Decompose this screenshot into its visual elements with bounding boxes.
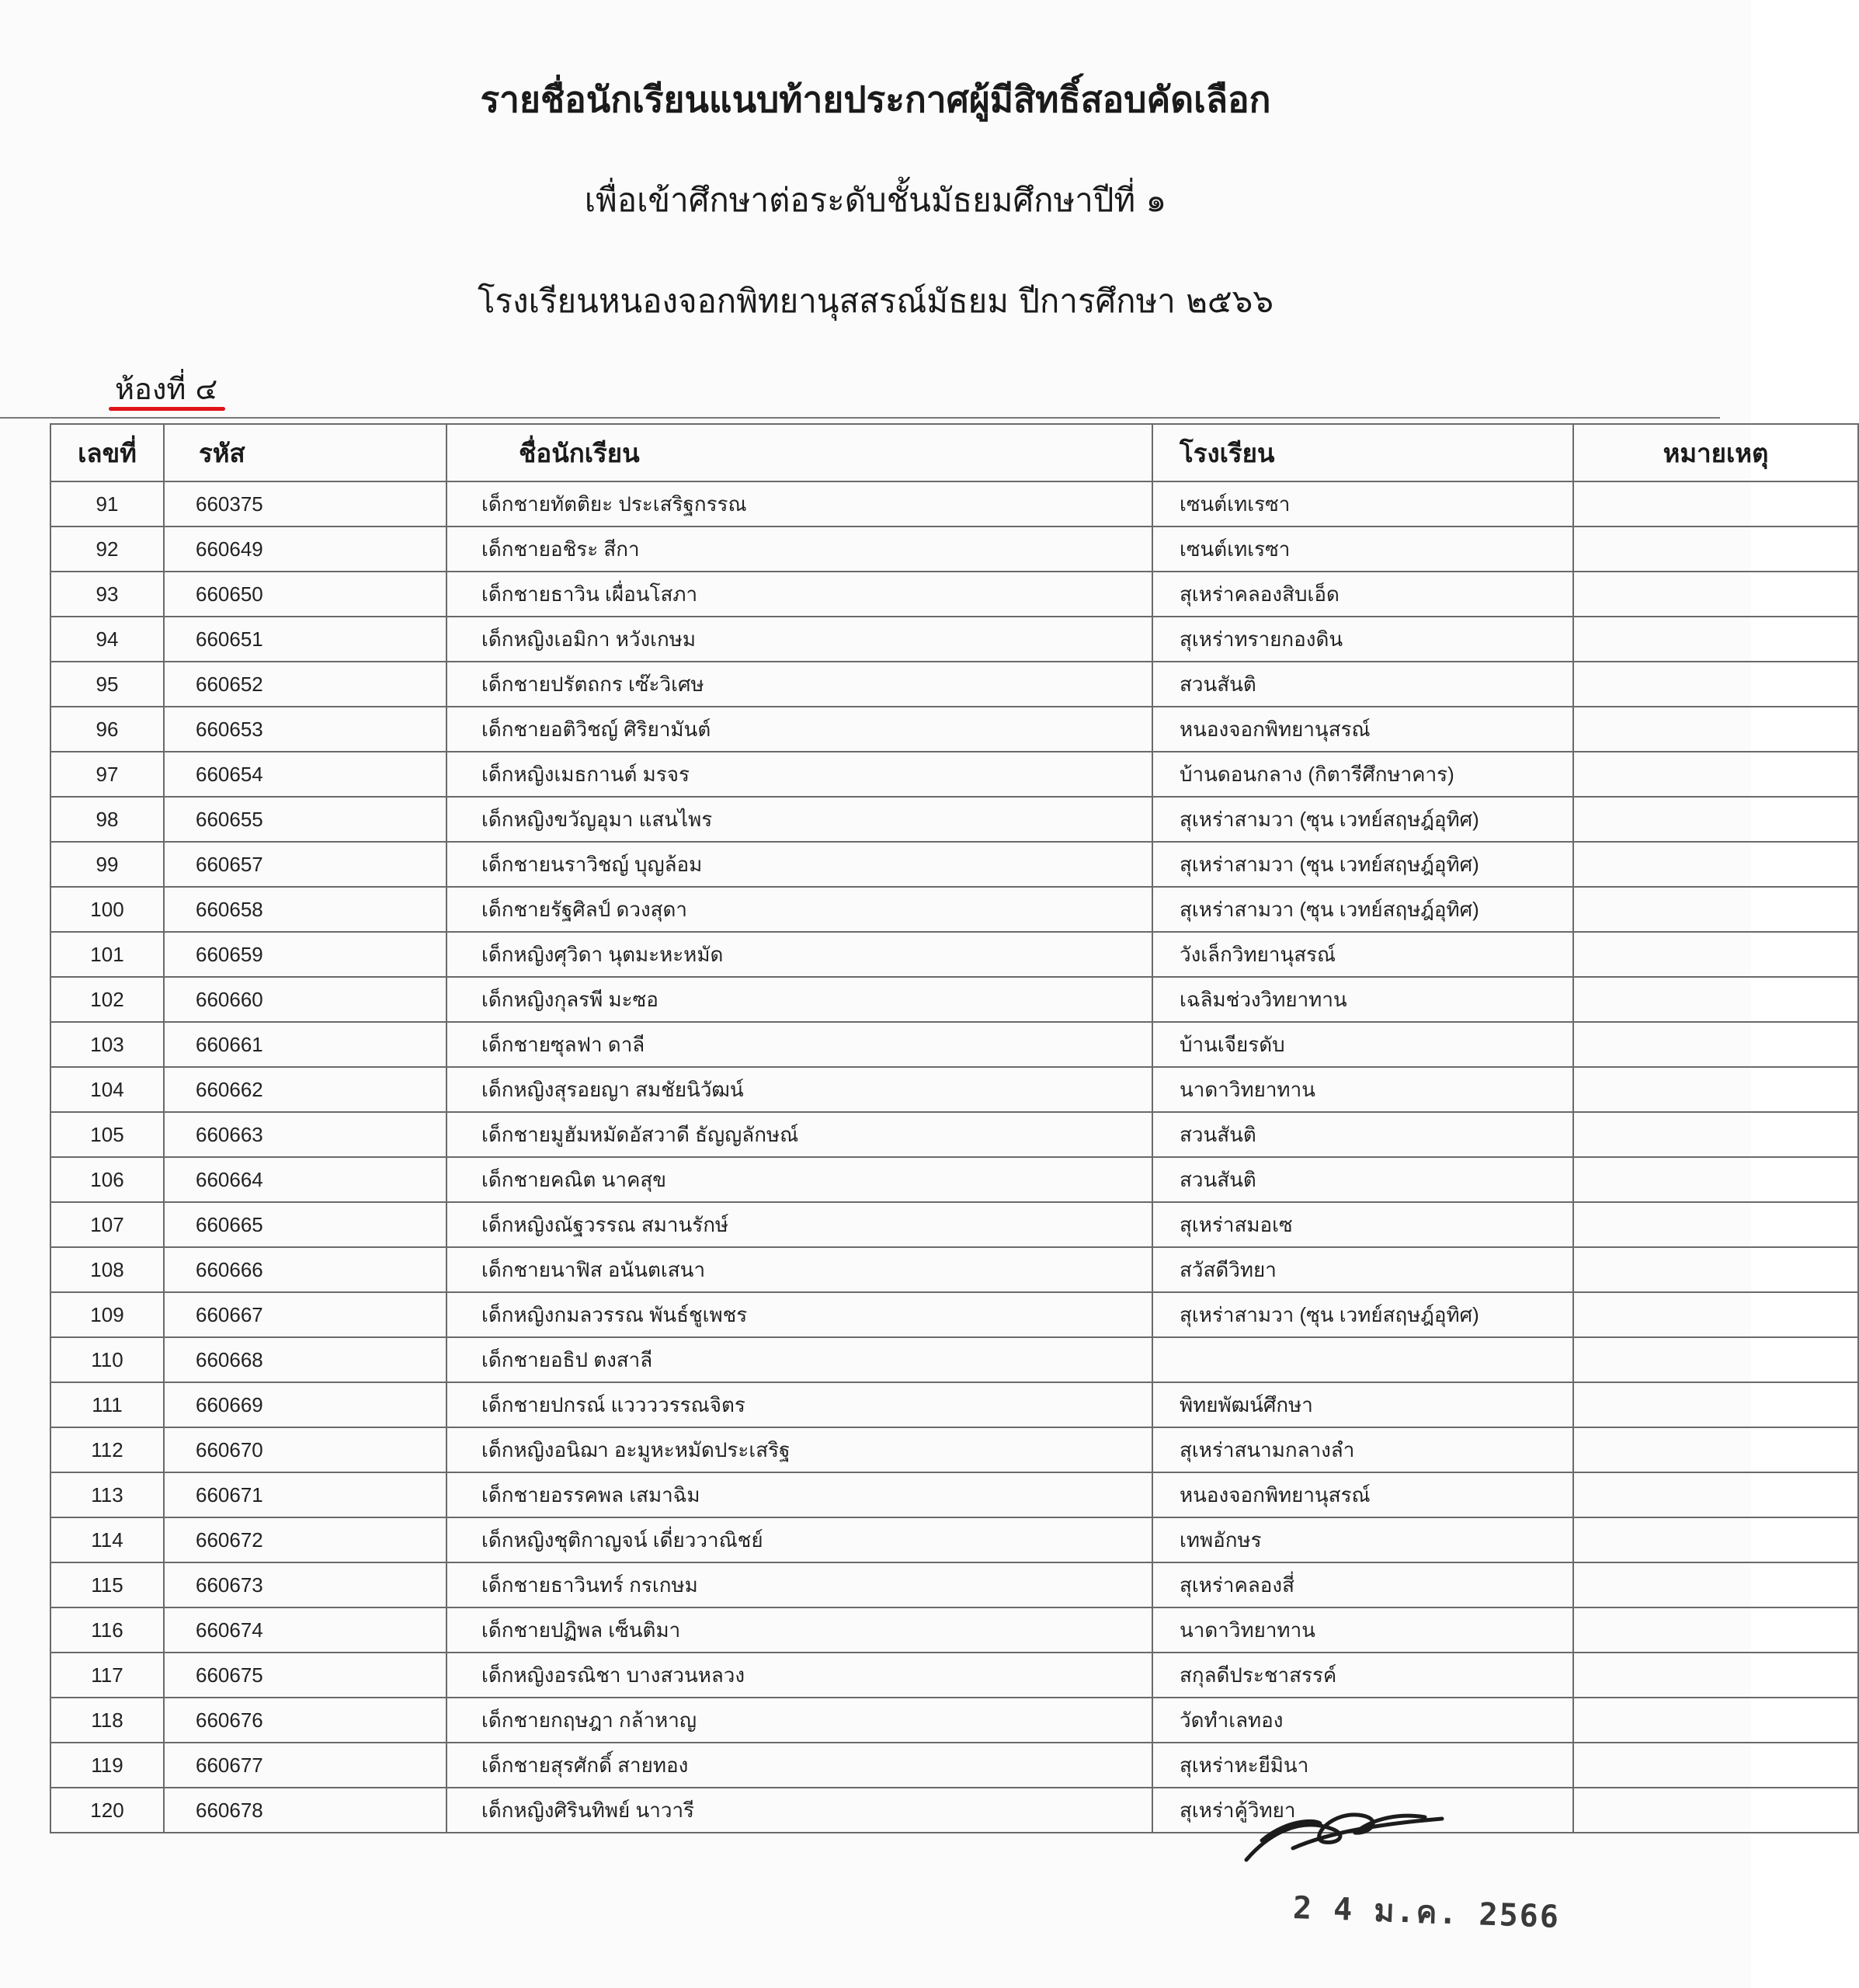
cell-school: เฉลิมช่วงวิทยาทาน <box>1152 977 1573 1022</box>
table-body <box>50 481 1858 1833</box>
cell-student-id: 660666 <box>164 1247 447 1292</box>
signature-mark <box>1239 1786 1448 1872</box>
table-row <box>50 572 1858 617</box>
cell-school: สุเหร่าสนามกลางลำ <box>1152 1427 1573 1472</box>
document-school-year: โรงเรียนหนองจอกพิทยานุสสรณ์มัธยม ปีการศึกษา ๒๕๖๖ <box>477 282 1274 320</box>
cell-note <box>1573 1382 1858 1427</box>
table-row <box>50 1788 1858 1833</box>
red-underline-annotation <box>109 407 225 411</box>
cell-student-name: เด็กหญิงอนิฌา อะมูหะหมัดประเสริฐ <box>447 1427 1152 1472</box>
cell-student-name: เด็กชายคณิต นาคสุข <box>447 1157 1152 1202</box>
cell-no: 93 <box>50 572 164 617</box>
cell-no: 113 <box>50 1472 164 1517</box>
cell-student-name: เด็กชายอธิป ตงสาลี <box>447 1337 1152 1382</box>
cell-note <box>1573 1743 1858 1788</box>
table-row <box>50 617 1858 662</box>
table-row <box>50 1472 1858 1517</box>
cell-student-id: 660661 <box>164 1022 447 1067</box>
cell-student-id: 660651 <box>164 617 447 662</box>
cell-note <box>1573 1788 1858 1833</box>
column-header-id: รหัส <box>164 424 447 481</box>
cell-no: 111 <box>50 1382 164 1427</box>
column-header-name: ชื่อนักเรียน <box>447 424 1152 481</box>
cell-no: 99 <box>50 842 164 887</box>
cell-no: 106 <box>50 1157 164 1202</box>
column-header-no: เลขที่ <box>50 424 164 481</box>
table-row <box>50 1292 1858 1337</box>
cell-no: 110 <box>50 1337 164 1382</box>
cell-student-name: เด็กหญิงณัฐวรรณ สมานรักษ์ <box>447 1202 1152 1247</box>
cell-student-name: เด็กชายนาฟิส อนันตเสนา <box>447 1247 1152 1292</box>
table-row <box>50 481 1858 527</box>
cell-student-name: เด็กชายอติวิชญ์ ศิริยามันต์ <box>447 707 1152 752</box>
table-row <box>50 797 1858 842</box>
cell-note <box>1573 1653 1858 1698</box>
cell-student-id: 660649 <box>164 527 447 572</box>
cell-student-name: เด็กหญิงกมลวรรณ พันธ์ชูเพชร <box>447 1292 1152 1337</box>
student-roster-table <box>50 423 1859 1833</box>
cell-student-id: 660675 <box>164 1653 447 1698</box>
cell-student-name: เด็กหญิงเอมิกา หวังเกษม <box>447 617 1152 662</box>
cell-school: วังเล็กวิทยานุสรณ์ <box>1152 932 1573 977</box>
cell-note <box>1573 1157 1858 1202</box>
cell-school: สวนสันติ <box>1152 1112 1573 1157</box>
cell-note <box>1573 932 1858 977</box>
cell-school: วัดทำเลทอง <box>1152 1698 1573 1743</box>
cell-no: 98 <box>50 797 164 842</box>
column-header-school: โรงเรียน <box>1152 424 1573 481</box>
column-header-note: หมายเหตุ <box>1573 424 1858 481</box>
table-row <box>50 887 1858 932</box>
cell-school: สุเหร่าคลองสี่ <box>1152 1562 1573 1607</box>
table-row <box>50 1157 1858 1202</box>
cell-school: สุเหร่าคลองสิบเอ็ด <box>1152 572 1573 617</box>
cell-no: 100 <box>50 887 164 932</box>
table-row <box>50 1562 1858 1607</box>
cell-note <box>1573 1698 1858 1743</box>
table-row <box>50 1382 1858 1427</box>
cell-school: หนองจอกพิทยานุสรณ์ <box>1152 707 1573 752</box>
table-row <box>50 1427 1858 1472</box>
cell-student-id: 660660 <box>164 977 447 1022</box>
table-row <box>50 1517 1858 1562</box>
cell-student-id: 660658 <box>164 887 447 932</box>
cell-student-id: 660669 <box>164 1382 447 1427</box>
cell-note <box>1573 752 1858 797</box>
cell-student-id: 660667 <box>164 1292 447 1337</box>
table-row <box>50 1337 1858 1382</box>
cell-no: 115 <box>50 1562 164 1607</box>
cell-note <box>1573 1472 1858 1517</box>
cell-school: สวนสันติ <box>1152 662 1573 707</box>
cell-school: หนองจอกพิทยานุสรณ์ <box>1152 1472 1573 1517</box>
cell-note <box>1573 887 1858 932</box>
cell-note <box>1573 1337 1858 1382</box>
cell-no: 108 <box>50 1247 164 1292</box>
table-row <box>50 977 1858 1022</box>
cell-student-id: 660670 <box>164 1427 447 1472</box>
cell-note <box>1573 977 1858 1022</box>
cell-student-name: เด็กชายกฤษฎา กล้าหาญ <box>447 1698 1152 1743</box>
cell-student-id: 660375 <box>164 481 447 527</box>
cell-note <box>1573 1292 1858 1337</box>
date-stamp: 2 4 ม.ค. 2566 <box>1292 1890 1561 1935</box>
cell-note <box>1573 1022 1858 1067</box>
cell-no: 117 <box>50 1653 164 1698</box>
cell-student-id: 660653 <box>164 707 447 752</box>
cell-note <box>1573 1427 1858 1472</box>
cell-school: สุเหร่าหะยีมินา <box>1152 1743 1573 1788</box>
cell-school <box>1152 1337 1573 1382</box>
cell-note <box>1573 797 1858 842</box>
cell-note <box>1573 1517 1858 1562</box>
table-row <box>50 1607 1858 1653</box>
cell-no: 102 <box>50 977 164 1022</box>
cell-student-name: เด็กหญิงศุวิดา นุตมะหะหมัด <box>447 932 1152 977</box>
cell-note <box>1573 707 1858 752</box>
cell-school: สวัสดีวิทยา <box>1152 1247 1573 1292</box>
cell-no: 94 <box>50 617 164 662</box>
cell-student-name: เด็กชายธาวินทร์ กรเกษม <box>447 1562 1152 1607</box>
cell-student-name: เด็กหญิงขวัญอุมา แสนไพร <box>447 797 1152 842</box>
cell-student-id: 660662 <box>164 1067 447 1112</box>
cell-no: 101 <box>50 932 164 977</box>
cell-student-name: เด็กชายมูฮัมหมัดอัสวาดี ธัญญลักษณ์ <box>447 1112 1152 1157</box>
cell-student-name: เด็กหญิงอรณิชา บางสวนหลวง <box>447 1653 1152 1698</box>
cell-student-id: 660665 <box>164 1202 447 1247</box>
cell-school: สุเหร่าสามวา (ซุน เวทย์สฤษฎ์อุทิศ) <box>1152 797 1573 842</box>
table-row <box>50 662 1858 707</box>
cell-no: 104 <box>50 1067 164 1112</box>
cell-school: สุเหร่าคู้วิทยา <box>1152 1788 1573 1833</box>
cell-student-name: เด็กหญิงสุรอยญา สมชัยนิวัฒน์ <box>447 1067 1152 1112</box>
cell-school: พิทยพัฒน์ศึกษา <box>1152 1382 1573 1427</box>
cell-note <box>1573 1112 1858 1157</box>
cell-no: 103 <box>50 1022 164 1067</box>
cell-school: สุเหร่าสามวา (ซุน เวทย์สฤษฎ์อุทิศ) <box>1152 842 1573 887</box>
cell-student-id: 660677 <box>164 1743 447 1788</box>
cell-student-name: เด็กชายอชิระ สีกา <box>447 527 1152 572</box>
cell-student-id: 660650 <box>164 572 447 617</box>
cell-student-id: 660673 <box>164 1562 447 1607</box>
table-row <box>50 1247 1858 1292</box>
cell-student-id: 660668 <box>164 1337 447 1382</box>
table-row <box>50 1653 1858 1698</box>
room-label: ห้องที่ ๔ <box>115 372 218 406</box>
cell-student-name: เด็กชายปกรณ์ แววววรรณจิตร <box>447 1382 1152 1427</box>
cell-student-id: 660674 <box>164 1607 447 1653</box>
table-row <box>50 1698 1858 1743</box>
cell-student-name: เด็กชายอรรคพล เสมาฉิม <box>447 1472 1152 1517</box>
cell-note <box>1573 662 1858 707</box>
cell-student-id: 660678 <box>164 1788 447 1833</box>
cell-student-id: 660655 <box>164 797 447 842</box>
cell-student-id: 660663 <box>164 1112 447 1157</box>
cell-no: 107 <box>50 1202 164 1247</box>
cell-student-name: เด็กหญิงเมธกานต์ มรจร <box>447 752 1152 797</box>
table-row <box>50 752 1858 797</box>
table-header-row <box>50 424 1858 481</box>
cell-school: เทพอักษร <box>1152 1517 1573 1562</box>
cell-no: 119 <box>50 1743 164 1788</box>
cell-note <box>1573 1247 1858 1292</box>
document-title: รายชื่อนักเรียนแนบท้ายประกาศผู้มีสิทธิ์สอบคัดเลือก <box>480 78 1271 120</box>
cell-student-id: 660672 <box>164 1517 447 1562</box>
table-row <box>50 1202 1858 1247</box>
cell-note <box>1573 842 1858 887</box>
cell-note <box>1573 1562 1858 1607</box>
table-row <box>50 707 1858 752</box>
table-row <box>50 1112 1858 1157</box>
cell-school: บ้านดอนกลาง (กิตารีศึกษาคาร) <box>1152 752 1573 797</box>
cell-note <box>1573 1607 1858 1653</box>
cell-student-id: 660657 <box>164 842 447 887</box>
cell-no: 114 <box>50 1517 164 1562</box>
table-row <box>50 527 1858 572</box>
cell-student-name: เด็กชายธาวิน เผื่อนโสภา <box>447 572 1152 617</box>
cell-no: 92 <box>50 527 164 572</box>
cell-student-name: เด็กชายปรัตถกร เซ๊ะวิเศษ <box>447 662 1152 707</box>
cell-note <box>1573 481 1858 527</box>
cell-school: สวนสันติ <box>1152 1157 1573 1202</box>
cell-student-name: เด็กชายนราวิชญ์ บุญล้อม <box>447 842 1152 887</box>
cell-student-name: เด็กหญิงชุติกาญจน์ เดี่ยววาณิชย์ <box>447 1517 1152 1562</box>
document-subtitle: เพื่อเข้าศึกษาต่อระดับชั้นมัธยมศึกษาปีที่ ๑ <box>584 181 1167 219</box>
cell-school: สุเหร่าทรายกองดิน <box>1152 617 1573 662</box>
cell-no: 109 <box>50 1292 164 1337</box>
cell-student-name: เด็กหญิงศิรินทิพย์ นาวารี <box>447 1788 1152 1833</box>
cell-student-name: เด็กชายซุลฟา ดาลี <box>447 1022 1152 1067</box>
cell-note <box>1573 1202 1858 1247</box>
cell-student-id: 660676 <box>164 1698 447 1743</box>
cell-no: 120 <box>50 1788 164 1833</box>
cell-student-name: เด็กชายทัตติยะ ประเสริฐกรรณ <box>447 481 1152 527</box>
cell-no: 97 <box>50 752 164 797</box>
table-row <box>50 1067 1858 1112</box>
cell-no: 105 <box>50 1112 164 1157</box>
cell-school: บ้านเจียรดับ <box>1152 1022 1573 1067</box>
cell-no: 116 <box>50 1607 164 1653</box>
table-row <box>50 842 1858 887</box>
cell-student-id: 660652 <box>164 662 447 707</box>
cell-student-id: 660671 <box>164 1472 447 1517</box>
cell-note <box>1573 572 1858 617</box>
cell-note <box>1573 527 1858 572</box>
cell-student-name: เด็กหญิงกุลรพี มะซอ <box>447 977 1152 1022</box>
cell-school: สุเหร่าสามวา (ซุน เวทย์สฤษฎ์อุทิศ) <box>1152 1292 1573 1337</box>
cell-note <box>1573 617 1858 662</box>
cell-note <box>1573 1067 1858 1112</box>
cell-student-id: 660659 <box>164 932 447 977</box>
cell-school: นาดาวิทยาทาน <box>1152 1607 1573 1653</box>
cell-school: เซนต์เทเรซา <box>1152 527 1573 572</box>
cell-school: เซนต์เทเรซา <box>1152 481 1573 527</box>
cell-student-name: เด็กชายปฏิพล เซ็นติมา <box>447 1607 1152 1653</box>
cell-student-name: เด็กชายสุรศักดิ์ สายทอง <box>447 1743 1152 1788</box>
cell-student-name: เด็กชายรัฐศิลป์ ดวงสุดา <box>447 887 1152 932</box>
cell-school: นาดาวิทยาทาน <box>1152 1067 1573 1112</box>
cell-no: 95 <box>50 662 164 707</box>
cell-no: 112 <box>50 1427 164 1472</box>
cell-student-id: 660654 <box>164 752 447 797</box>
table-row <box>50 932 1858 977</box>
table-row <box>50 1743 1858 1788</box>
cell-student-id: 660664 <box>164 1157 447 1202</box>
cell-no: 118 <box>50 1698 164 1743</box>
table-row <box>50 1022 1858 1067</box>
cell-school: สุเหร่าสมอเซ <box>1152 1202 1573 1247</box>
page-divider <box>0 417 1720 419</box>
cell-school: สุเหร่าสามวา (ซุน เวทย์สฤษฎ์อุทิศ) <box>1152 887 1573 932</box>
cell-no: 96 <box>50 707 164 752</box>
cell-no: 91 <box>50 481 164 527</box>
cell-school: สกุลดีประชาสรรค์ <box>1152 1653 1573 1698</box>
